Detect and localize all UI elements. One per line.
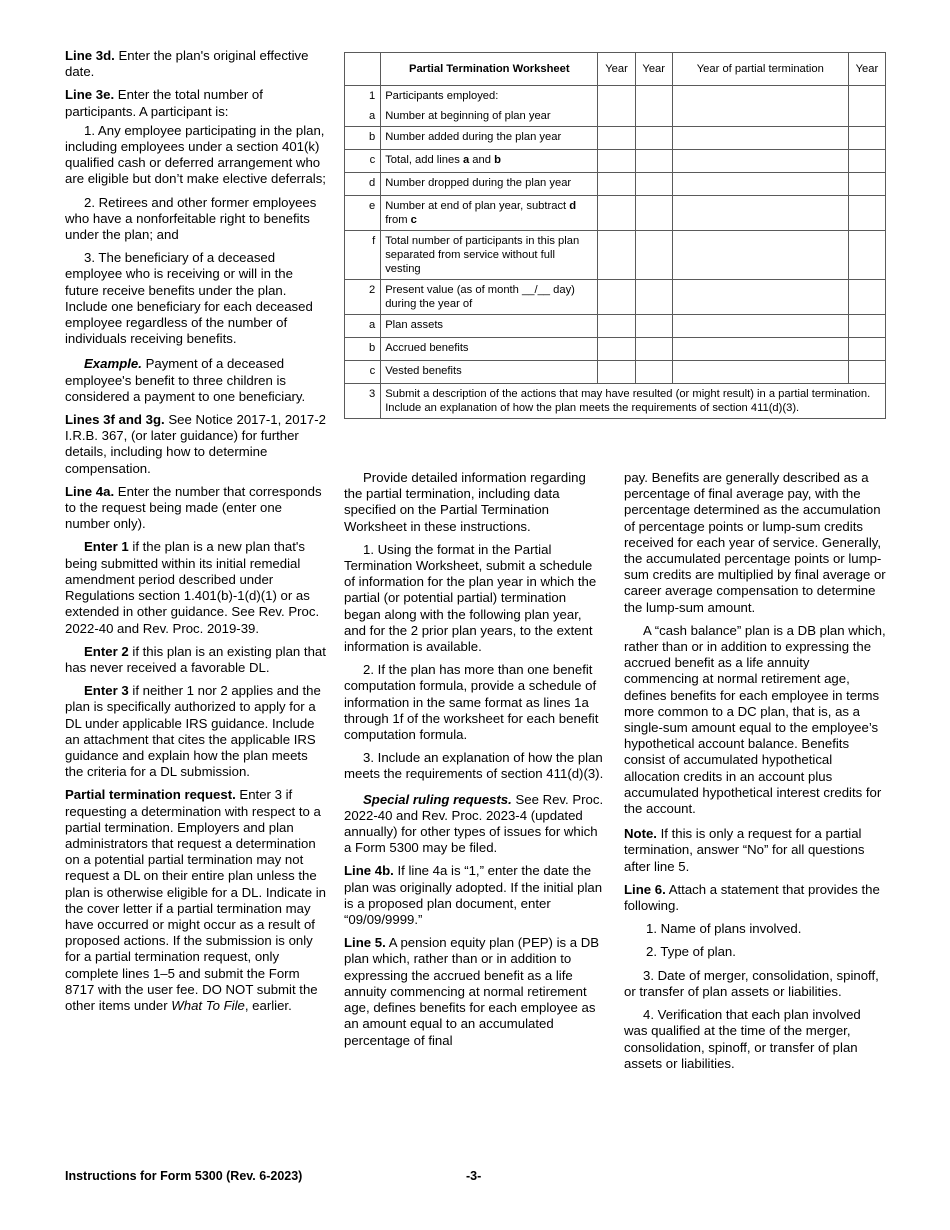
middle-column bbox=[344, 470, 606, 1056]
line-6-item-3: 3. Date of merger, consolidation, spinoff, or transfer of plan assets or liabilities. bbox=[624, 967, 879, 999]
line-6-item-2: 2. Type of plan. bbox=[646, 944, 736, 960]
worksheet-row-1a bbox=[345, 106, 886, 127]
worksheet-row-1c bbox=[345, 150, 886, 173]
row-label: Total, add lines a and b bbox=[381, 150, 598, 173]
row-label: Participants employed: bbox=[381, 86, 598, 107]
worksheet-row-1b bbox=[345, 127, 886, 150]
worksheet-row-1 bbox=[345, 86, 886, 107]
line-6-item-1: 1. Name of plans involved. bbox=[646, 921, 802, 937]
row-number: 3 bbox=[345, 384, 381, 419]
line-3e-para: Line 3e. Enter the total number of participants. A participant is: bbox=[65, 87, 263, 119]
partial-termination-worksheet bbox=[344, 52, 886, 419]
worksheet-row-1f bbox=[345, 231, 886, 280]
row-number: a bbox=[345, 315, 381, 338]
worksheet-header-row bbox=[345, 53, 886, 86]
row-label: Submit a description of the actions that may have resulted (or might result) in a partial termination. Include an explanation of how the plan meets the requirements of section 411(d)(3). bbox=[381, 384, 886, 419]
row-label: Plan assets bbox=[381, 315, 598, 338]
worksheet-row-3 bbox=[345, 384, 886, 419]
header-year-4: Year bbox=[848, 53, 885, 86]
row-label: Number added during the plan year bbox=[381, 127, 598, 150]
header-year-2: Year bbox=[635, 53, 672, 86]
row-label: Number at beginning of plan year bbox=[381, 106, 598, 127]
note-para: Note. If this is only a request for a partial termination, answer “No” for all questions after line 5. bbox=[624, 826, 865, 874]
schedule-item-3: 3. Include an explanation of how the plan meets the requirements of section 411(d)(3). bbox=[344, 750, 604, 782]
footer-page-number: -3- bbox=[466, 1169, 482, 1183]
row-number: e bbox=[345, 196, 381, 231]
row-number: c bbox=[345, 150, 381, 173]
line-5-continued-para: pay. Benefits are generally described as a percentage of final average pay, with the percentage determined as the accumulation of percentage points or lump-sum credits received for each year of service. Generally, the accumulated percentage points or lump-sum credits are multiplied by final average or career average compensation to determine the lump-sum amount. bbox=[624, 470, 886, 615]
line-5-para: Line 5. A pension equity plan (PEP) is a DB plan which, rather than or in addition to expressing the accrued benefit as a life annuity commencing at normal retirement age, defines benefits for each employee as an amount equal to an accumulated percentage of final bbox=[344, 935, 600, 1048]
row-label: Present value (as of month __/__ day) during the year of bbox=[381, 280, 598, 315]
worksheet-row-2b bbox=[345, 338, 886, 361]
special-ruling-para: Special ruling requests. See Rev. Proc. 2022-40 and Rev. Proc. 2023-4 (updated annually) for other types of issues for which a Form 5300 may be filed. bbox=[344, 791, 604, 856]
header-blank bbox=[345, 53, 381, 86]
row-number: a bbox=[345, 106, 381, 127]
line-6-item-4: 4. Verification that each plan involved was qualified at the time of the merger, consolidation, spinoff, or transfer of plan assets or liabilities. bbox=[624, 1007, 861, 1071]
participant-item-1: 1. Any employee participating in the plan, including employees under a section 401(k) qualified cash or deferred arrangement who are eligible but don’t make elective deferrals; bbox=[65, 122, 326, 187]
line-4b-para: Line 4b. If line 4a is “1,” enter the date the plan was originally adopted. If the initial plan is a proposed plan document, enter “09/09/9999.” bbox=[344, 863, 603, 928]
right-column bbox=[624, 470, 886, 1079]
worksheet-row-1d bbox=[345, 173, 886, 196]
row-number: b bbox=[345, 127, 381, 150]
line-6-para: Line 6. Attach a statement that provides the following. bbox=[624, 881, 880, 914]
line-4a-para: Line 4a. Enter the number that corresponds to the request being made (enter one number only). bbox=[65, 483, 322, 532]
example-para: Example. Payment of a deceased employee's benefit to three children is considered a payment to one beneficiary. bbox=[65, 356, 306, 404]
worksheet-row-2c bbox=[345, 361, 886, 384]
enter-2-para: Enter 2 if this plan is an existing plan that has never received a favorable DL. bbox=[65, 643, 326, 675]
row-number: 1 bbox=[345, 86, 381, 107]
worksheet-title: Partial Termination Worksheet bbox=[381, 53, 598, 86]
partial-termination-request-para: Partial termination request. Enter 3 if requesting a determination with respect to a partial termination. Employers and plan administrators that request a determination on a potential partial termination may not request a DL on their entire plan unless the plan is otherwise eligible for a DL. Indicate in the cover letter if a partial termination may have occurred or might occur as a result of proposed actions. If the submission is only for a partial termination request, only complete lines 1–5 and submit the Form 8717 with the user fee. DO NOT submit the other items under What To File, earlier. bbox=[65, 787, 326, 1013]
left-column bbox=[65, 48, 327, 1021]
provide-info-para: Provide detailed information regarding the partial termination, including data specified on the Partial Termination Worksheet in these instructions. bbox=[344, 470, 586, 534]
row-number: b bbox=[345, 338, 381, 361]
row-number: 2 bbox=[345, 280, 381, 315]
row-number: d bbox=[345, 173, 381, 196]
worksheet-row-2 bbox=[345, 280, 886, 315]
row-label: Total number of participants in this plan separated from service without full vesting bbox=[381, 231, 598, 280]
footer-form-title: Instructions for Form 5300 (Rev. 6-2023) bbox=[65, 1169, 303, 1183]
participant-item-3: 3. The beneficiary of a deceased employee who is receiving or will in the future receive benefits under the plan. Include one beneficiary for each deceased employee regardless of the number of individuals receiving benefits. bbox=[65, 250, 313, 347]
line-3d-para: Line 3d. Enter the plan's original effective date. bbox=[65, 48, 309, 80]
row-label: Accrued benefits bbox=[381, 338, 598, 361]
lines-3f-3g-para: Lines 3f and 3g. See Notice 2017-1, 2017-2 I.R.B. 367, (or later guidance) for further details, including how to determine compensation. bbox=[65, 412, 326, 476]
worksheet-row-2a bbox=[345, 315, 886, 338]
row-label: Number at end of plan year, subtract d from c bbox=[381, 196, 598, 231]
schedule-item-2: 2. If the plan has more than one benefit computation formula, provide a schedule of information in the same format as lines 1a through 1f of the worksheet for each benefit computation formula. bbox=[344, 662, 599, 743]
cash-balance-para: A “cash balance” plan is a DB plan which, rather than or in addition to expressing the accrued benefit as a life annuity commencing at normal retirement age, defines benefits for each employee in terms more common to a DC plan, that is, as a single-sum amount equal to the employee’s hypothetical account balance. Benefits consist of accumulated hypothetical allocation credits in an account plus accumulated hypothetical interest credits for the account. bbox=[624, 622, 886, 817]
header-year-partial-termination: Year of partial termination bbox=[672, 53, 848, 86]
header-year-1: Year bbox=[598, 53, 635, 86]
schedule-item-1: 1. Using the format in the Partial Termination Worksheet, submit a schedule of information for the plan year in which the partial (or potential partial) termination began along with the following plan year, and for the 2 prior plan years, to the extent information is available. bbox=[344, 541, 597, 655]
row-label: Number dropped during the plan year bbox=[381, 173, 598, 196]
row-label: Vested benefits bbox=[381, 361, 598, 384]
row-number: f bbox=[345, 231, 381, 280]
enter-1-para: Enter 1 if the plan is a new plan that's being submitted within its initial remedial amendment period described under Regulations section 1.401(b)-1(d)(1) or as extended in other guidance. See Rev. Proc. 2022-40 and Rev. Proc. 2019-39. bbox=[65, 539, 320, 636]
worksheet-row-1e bbox=[345, 196, 886, 231]
enter-3-para: Enter 3 if neither 1 nor 2 applies and the plan is specifically authorized to apply for a DL under applicable IRS guidance. Include an attachment that cites the applicable IRS guidance and explain how the plan meets the criteria for a DL submission. bbox=[65, 683, 321, 780]
participant-item-2: 2. Retirees and other former employees who have a nonforfeitable right to benefits under the plan; and bbox=[65, 194, 317, 243]
row-number: c bbox=[345, 361, 381, 384]
